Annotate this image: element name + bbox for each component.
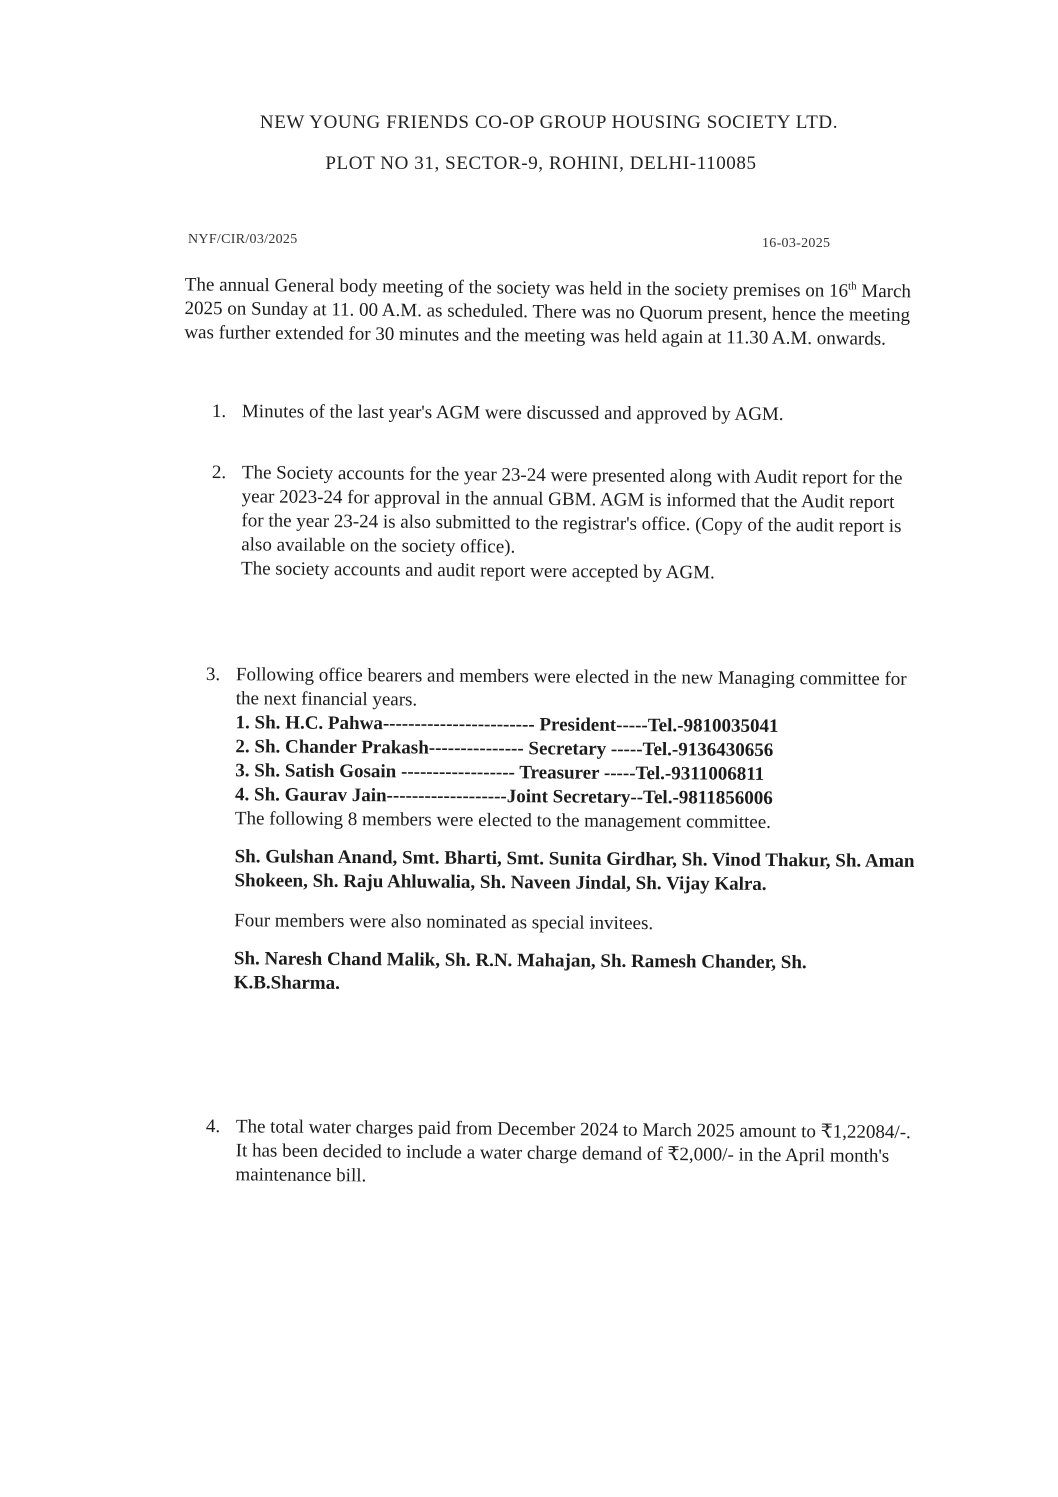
special-invitees-list: Sh. Naresh Chand Malik, Sh. R.N. Mahajan, Sh. Ramesh Chander, Sh. K.B.Sharma. — [233, 948, 807, 994]
agenda-item-4 — [205, 1115, 916, 1193]
item-number: 4. — [205, 1116, 221, 1138]
agenda-item-1 — [212, 400, 902, 428]
society-address-heading: PLOT NO 31, SECTOR-9, ROHINI, DELHI-110085 — [325, 153, 757, 174]
agenda-item-3 — [204, 663, 916, 1000]
office-bearer-row: 1. Sh. H.C. Pahwa------------------------ President-----Tel.-9810035041 — [235, 712, 779, 737]
intro-text-end: March 2025 on Sunday at 11. 00 A.M. as scheduled. There was no Quorum present, hence the meeting was further extended for 30 minutes and the meeting was held again at 11.30 A.M. onwards. — [184, 280, 912, 351]
society-name-heading: NEW YOUNG FRIENDS CO-OP GROUP HOUSING SOCIETY LTD. — [259, 112, 839, 133]
office-bearer-row: 3. Sh. Satish Gosain ------------------ Treasurer -----Tel.-9311006811 — [235, 760, 765, 785]
office-bearer-row: 4. Sh. Gaurav Jain-------------------Joint Secretary--Tel.-9811856006 — [235, 784, 773, 809]
invitees-intro: Four members were also nominated as special invitees. — [234, 910, 654, 935]
item-text: Minutes of the last year's AGM were discussed and approved by AGM. — [241, 401, 784, 425]
item-number: 2. — [211, 461, 227, 484]
item-number: 1. — [211, 401, 227, 423]
members-intro: The following 8 members were elected to the management committee. — [234, 808, 772, 833]
item-number: 3. — [205, 664, 221, 686]
intro-paragraph — [184, 268, 915, 352]
item-text: The total water charges paid from December 2024 to March 2025 amount to ₹1,22084/-. It has been decided to include a water charge demand of ₹2,000/- in the April month's maintenance bill. — [235, 1116, 911, 1187]
item-text-conclusion: The society accounts and audit report were accepted by AGM. — [240, 558, 715, 584]
office-bearer-row: 2. Sh. Chander Prakash--------------- Secretary -----Tel.-9136430656 — [235, 736, 774, 761]
office-bearers-list — [235, 711, 916, 812]
item-text: Following office bearers and members were elected in the new Managing committee for the next financial years. — [235, 664, 907, 711]
item-text: The Society accounts for the year 23-24 were presented along with Audit report for the year 2023-24 for approval in the annual GBM. AGM is informed that the Audit report for the year 23-24 is also submitted to the registrar's office. (Copy of the audit report is also available on the society office). — [241, 462, 903, 558]
intro-ordinal-suffix: th — [848, 280, 857, 293]
agenda-item-2 — [211, 461, 912, 587]
circular-ref-number: NYF/CIR/03/2025 — [188, 232, 298, 247]
circular-date: 16-03-2025 — [762, 236, 831, 251]
elected-members-list: Sh. Gulshan Anand, Smt. Bharti, Smt. Sunita Girdhar, Sh. Vinod Thakur, Sh. Aman Shokeen, Sh. Raju Ahluwalia, Sh. Naveen Jindal, Sh. Vijay Kalra. — [234, 846, 915, 895]
intro-text-start: The annual General body meeting of the society was held in the society premises on 16 — [184, 274, 849, 302]
